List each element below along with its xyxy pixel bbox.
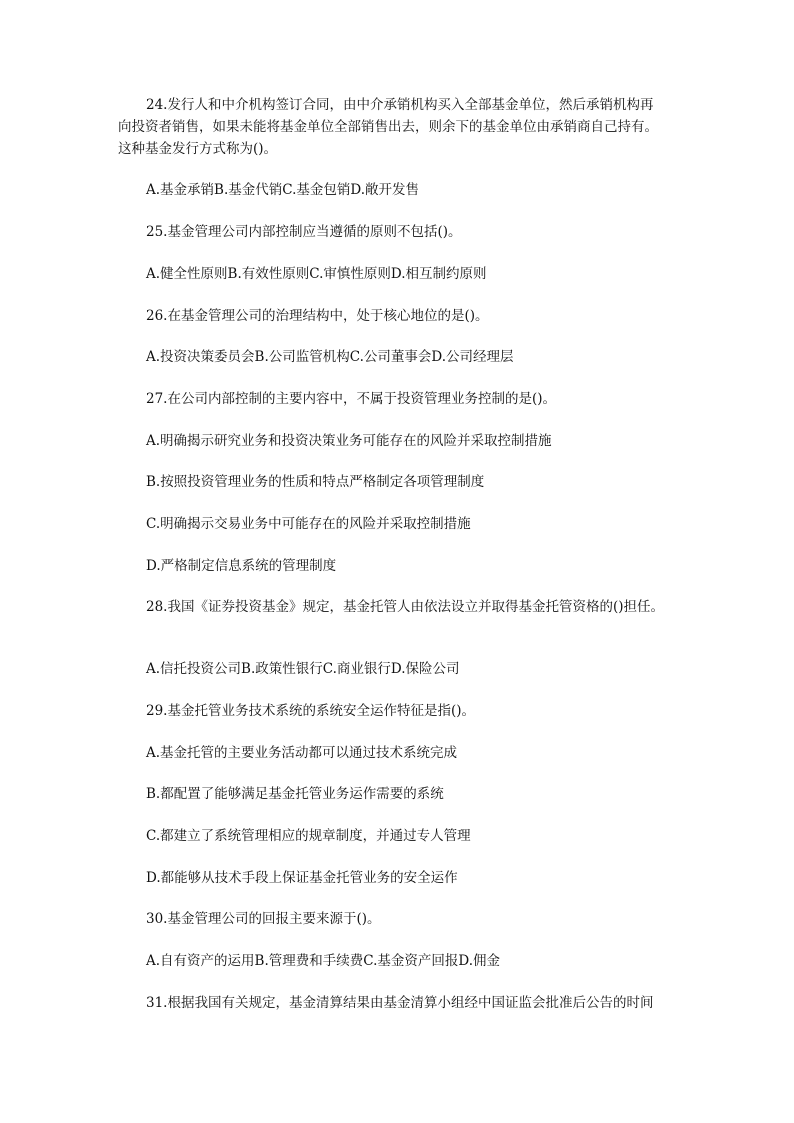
question-24-options: A.基金承销B.基金代销C.基金包销D.敞开发售 — [146, 182, 420, 198]
question-30: 30.基金管理公司的回报主要来源于()。 — [146, 911, 381, 927]
question-24-line-2: 向投资者销售，如果未能将基金单位全部销售出去，则余下的基金单位由承销商自己持有。 — [118, 119, 658, 135]
question-28: 28.我国《证券投资基金》规定，基金托管人由依法设立并取得基金托管资格的()担任。 — [146, 599, 665, 615]
question-28-options: A.信托投资公司B.政策性银行C.商业银行D.保险公司 — [146, 661, 460, 677]
question-24-line-3: 这种基金发行方式称为()。 — [118, 141, 278, 157]
question-27: 27.在公司内部控制的主要内容中，不属于投资管理业务控制的是()。 — [146, 391, 557, 407]
question-29-option-a: A.基金托管的主要业务活动都可以通过技术系统完成 — [146, 745, 458, 761]
question-27-option-a: A.明确揭示研究业务和投资决策业务可能存在的风险并采取控制措施 — [146, 433, 552, 449]
question-27-option-d: D.严格制定信息系统的管理制度 — [146, 558, 337, 574]
question-25: 25.基金管理公司内部控制应当遵循的原则不包括()。 — [146, 224, 462, 240]
question-29-option-c: C.都建立了系统管理相应的规章制度，并通过专人管理 — [146, 828, 471, 844]
question-26-options: A.投资决策委员会B.公司监管机构C.公司董事会D.公司经理层 — [146, 349, 514, 365]
question-24-line-1: 24.发行人和中介机构签订合同，由中介承销机构买入全部基金单位，然后承销机构再 — [146, 97, 654, 113]
question-27-option-c: C.明确揭示交易业务中可能存在的风险并采取控制措施 — [146, 516, 471, 532]
question-25-options: A.健全性原则B.有效性原则C.审慎性原则D.相互制约原则 — [146, 266, 487, 282]
question-30-options: A.自有资产的运用B.管理费和手续费C.基金资产回报D.佣金 — [146, 953, 501, 969]
question-26: 26.在基金管理公司的治理结构中，处于核心地位的是()。 — [146, 308, 489, 324]
question-29-option-d: D.都能够从技术手段上保证基金托管业务的安全运作 — [146, 870, 458, 886]
question-29-option-b: B.都配置了能够满足基金托管业务运作需要的系统 — [146, 786, 444, 802]
question-27-option-b: B.按照投资管理业务的性质和特点严格制定各项管理制度 — [146, 474, 485, 490]
question-31: 31.根据我国有关规定，基金清算结果由基金清算小组经中国证监会批准后公告的时间 — [146, 995, 654, 1011]
question-29: 29.基金托管业务技术系统的系统安全运作特征是指()。 — [146, 703, 476, 719]
